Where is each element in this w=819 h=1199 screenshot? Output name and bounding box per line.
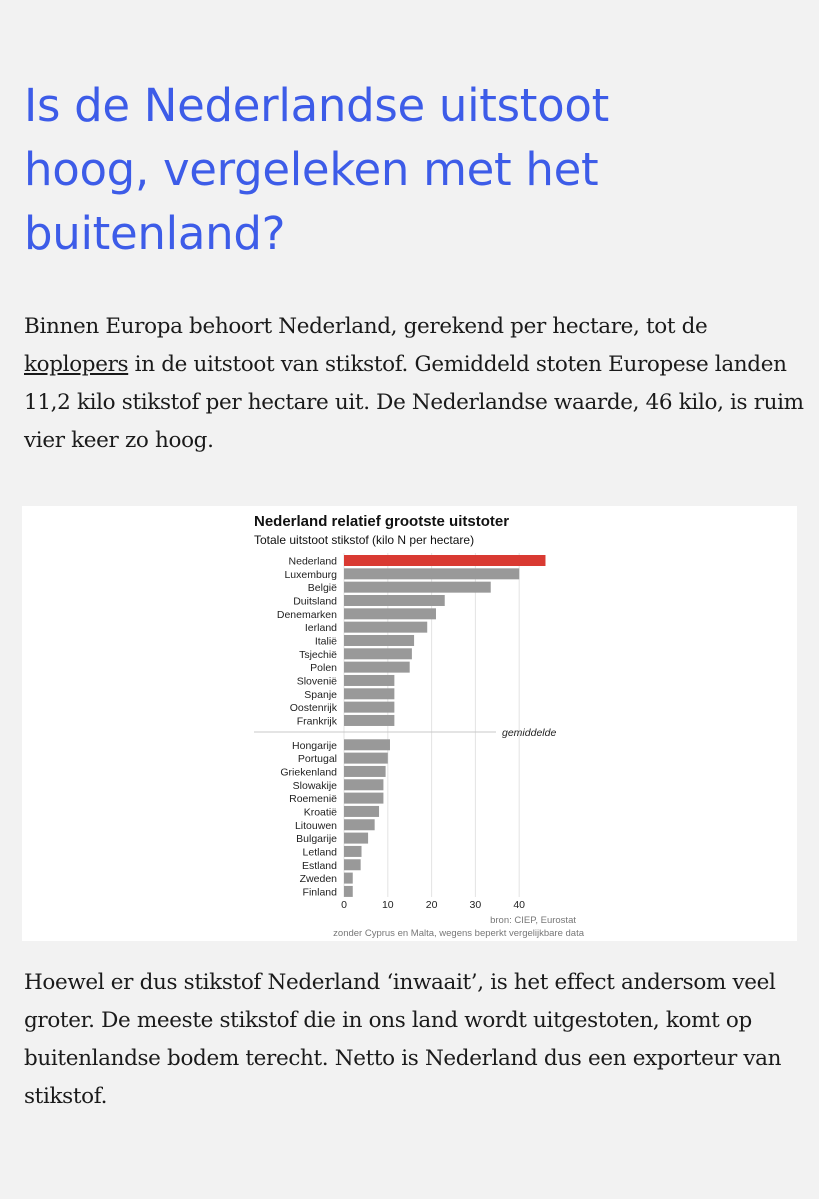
category-label: Slowakije — [292, 779, 337, 792]
bar — [344, 715, 394, 726]
x-tick-label: 20 — [425, 899, 438, 911]
category-label: Luxemburg — [284, 568, 337, 581]
bar — [344, 739, 390, 750]
intro-paragraph — [24, 308, 804, 460]
category-label: Polen — [310, 662, 337, 675]
category-label: Spanje — [304, 688, 337, 701]
bar — [344, 779, 383, 790]
bar — [344, 555, 545, 566]
category-label: Hongarije — [292, 739, 337, 752]
x-tick-label: 40 — [513, 899, 526, 911]
category-label: Kroatië — [303, 806, 337, 819]
category-label: Denemarken — [276, 608, 337, 621]
bar — [344, 675, 394, 686]
category-label: Duitsland — [293, 595, 337, 608]
category-labels — [277, 556, 338, 899]
category-label: Finland — [302, 886, 337, 899]
bar — [344, 766, 386, 777]
bar — [344, 886, 353, 897]
bar — [344, 846, 362, 857]
bar — [344, 568, 519, 579]
average-label: gemiddelde — [502, 726, 557, 739]
category-label: Frankrijk — [296, 715, 337, 728]
chart-title: Nederland relatief grootste uitstoter — [254, 513, 510, 530]
closing-paragraph: Hoewel er dus stikstof Nederland ‘inwaait’, is het effect andersom veel groter. De meeste stikstof die in ons land wordt uitgestoten, komt op buitenlandse bodem terecht. Netto is Nederland dus een exporteur van stikstof. — [24, 970, 782, 1109]
bar — [344, 635, 414, 646]
category-label: Griekenland — [280, 766, 337, 779]
category-label: Letland — [302, 846, 337, 859]
bar — [344, 648, 412, 659]
category-label: Tsjechië — [299, 648, 337, 661]
bar — [344, 793, 383, 804]
category-label: Litouwen — [294, 819, 337, 832]
chart-source: bron: CIEP, Eurostat — [490, 915, 576, 926]
bar — [344, 753, 388, 764]
bar — [344, 859, 361, 870]
category-label: Zweden — [299, 873, 337, 886]
category-label: België — [307, 582, 337, 595]
bar — [344, 873, 353, 884]
category-label: Roemenië — [289, 793, 337, 806]
bar — [344, 622, 427, 633]
intro-text-end: in de uitstoot van stikstof. Gemiddeld stoten Europese landen 11,2 kilo stikstof per hectare uit. De Nederlandse waarde, 46 kilo, is ruim vier keer zo hoog. — [24, 352, 804, 453]
category-label: Ierland — [304, 622, 337, 635]
x-tick-label: 10 — [381, 899, 394, 911]
intro-text-start: Binnen Europa behoort Nederland, gerekend per hectare, tot de — [24, 314, 708, 339]
category-label: Italië — [314, 635, 337, 648]
category-label: Slovenië — [296, 675, 337, 688]
bar — [344, 833, 368, 844]
x-tick-label: 0 — [341, 899, 347, 911]
average-marker — [254, 727, 556, 739]
category-label: Nederland — [288, 555, 337, 568]
bar — [344, 582, 491, 593]
bar — [344, 702, 394, 713]
bar — [344, 819, 375, 830]
koplopers-link[interactable]: koplopers — [24, 352, 129, 377]
emission-chart — [22, 506, 797, 941]
x-tick-label: 30 — [469, 899, 482, 911]
category-label: Estland — [301, 859, 337, 872]
chart-subtitle: Totale uitstoot stikstof (kilo N per hectare) — [254, 533, 475, 547]
category-label: Bulgarije — [296, 833, 337, 846]
bar — [344, 806, 379, 817]
x-axis-ticks — [341, 899, 525, 911]
chart-svg — [22, 506, 797, 941]
bar — [344, 608, 436, 619]
bar — [344, 595, 445, 606]
category-label: Oostenrijk — [289, 702, 337, 715]
article-headline: Is de Nederlandse uitstoot hoog, vergeleken met het buitenland? — [24, 79, 609, 260]
chart-footnote: zonder Cyprus en Malta, wegens beperkt vergelijkbare data — [333, 928, 584, 939]
bar — [344, 662, 410, 673]
bars — [344, 555, 545, 897]
bar — [344, 688, 394, 699]
category-label: Portugal — [297, 753, 337, 766]
